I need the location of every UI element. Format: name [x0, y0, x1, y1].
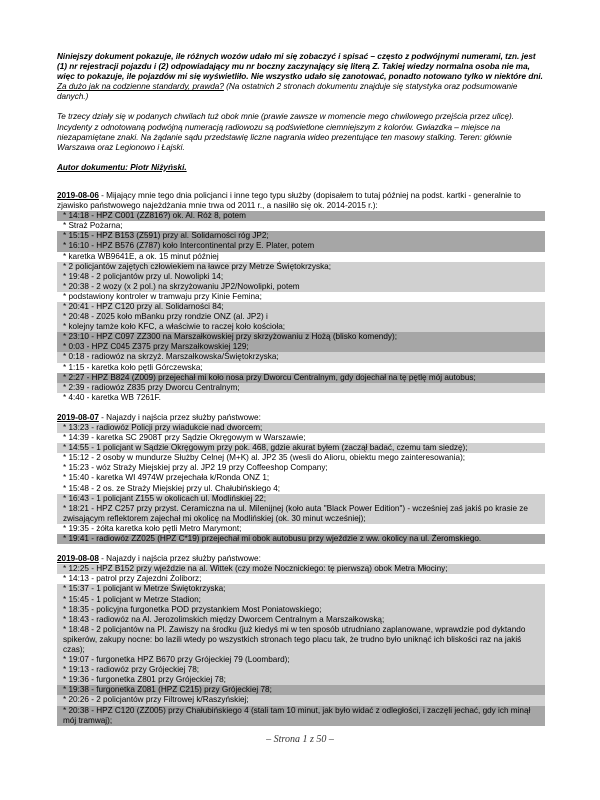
log-entry: * 2:39 - radiowóz Z835 przy Dworcu Centralnym;: [57, 383, 545, 393]
log-entry: * 16:43 - 1 policjant Z155 w okolicach ul. Modlińskiej 22;: [57, 494, 545, 504]
log-entry: * 15:40 - karetka WI 4974W przejechała k/Ronda ONZ 1;: [63, 473, 270, 483]
section-header: [57, 191, 545, 211]
log-entry: * 15:12 - 2 osoby w mundurze Służby Celnej (M+K) al. JP2 35 (wesli do Alioru, obiektu mego zainteresowania);: [63, 453, 466, 463]
section-description: - Najazdy i najścia przez służby państwowe:: [98, 412, 261, 422]
log-entry: * 15:48 - 2 os. ze Straży Miejskiej przy ul. Chałubińskiego 4;: [63, 483, 281, 493]
page-number: – Strona 1 z 50 –: [266, 734, 334, 745]
spacer: [57, 153, 545, 163]
log-entry: * 20:38 - HPZ C120 (ZZ005) przy Chałubińskiego 4 (stali tam 10 minut, jak było widać z odległości, i zaczęli jechać, gdy ich minął mój tramwaj);: [57, 706, 545, 726]
log-entry: * 15:23 - wóz Straży Miejskiej przy al. JP2 19 przy Coffeeshop Company;: [63, 463, 328, 473]
log-entry: * 19:35 - żółta karetka koło pętli Metro Marymont;: [63, 523, 242, 533]
log-entry: * 18:48 - 2 policjantów na Pl. Zawiszy na środku (już kiedyś mi w ten sposób utrudniano zaplanowane, wprawdzie pod dyktando spikerów, zakupy nocne: bo lazili wtedy po wszystkich stronach tego placu tak, że trudno było uniknąć ich bliskości raz na jakiś czas);: [57, 625, 545, 655]
spacer: [57, 173, 545, 191]
log-entry: * 19:48 - 2 policjantów przy ul. Nowolipki 14;: [57, 272, 545, 282]
log-entry: * 18:43 - radiowóz na Al. Jerozolimskich między Dworcem Centralnym a Marszałkowską;: [57, 615, 545, 625]
intro-paragraph-1: [57, 52, 545, 102]
log-entry: * podstawiony kontroler w tramwaju przy Kinie Femina;: [63, 291, 262, 301]
log-entry: * 18:21 - HPZ C257 przy przyst. Ceramiczna na ul. Milenijnej (koło auta "Black Power Edition") - wcześniej zaś jakiś po krasie ze zwisającym reflektorem zajechał mi okolicę na Modlińskiej (ok. 30 minut wcześniej);: [57, 504, 545, 524]
log-entry: * 20:38 - 2 wozy (x 2 pol.) na skrzyżowaniu JP2/Nowolipki, potem: [57, 282, 545, 292]
log-entry: * 0:03 - HPZ C045 Z375 przy Marszałkowskiej 129;: [57, 342, 545, 352]
log-entry: * 2 policjantów zajętych człowiekiem na ławce przy Metrze Świętokrzyska;: [57, 262, 545, 272]
log-sections: [57, 191, 545, 726]
log-entry: * 23:10 - HPZ C097 ZZ300 na Marszałkowskiej przy skrzyżowaniu z Hożą (blisko komendy);: [57, 332, 545, 342]
section-date: 2019-08-08: [57, 554, 99, 564]
spacer: [57, 102, 545, 112]
section-header: [57, 554, 545, 564]
log-entry: * 19:07 - furgonetka HPZ B670 przy Grójeckiej 79 (Loombard);: [57, 655, 545, 665]
log-entry: * 19:38 - furgonetka Z081 (HPZ C215) przy Grójeckiej 78;: [57, 685, 545, 695]
log-entry: * 4:40 - karetka WB 7261F.: [63, 392, 161, 402]
intro: [57, 52, 545, 173]
section-description: - Najazdy i najścia przez służby państwowe:: [98, 554, 261, 564]
intro-paragraph-2: Te trzecy działy się w podanych chwilach tuż obok mnie (prawie zawsze w momencie mego chwilowego przejścia przez ulicę). Incydenty z odnotowaną podwójną numeracją radiowozu są podświetlone ciemniejszym z kolorów. Gwiazdka – miejsce na niezapamiętane znaki. Na żądanie sądu przedstawię liczne nagrania wideo prezentujące ten masowy stalking. Teren: głównie Warszawa oraz Legionowo i Łajski.: [57, 112, 515, 152]
log-entry: * kolejny tamże koło KFC, a właściwie to raczej koło kościoła;: [57, 322, 545, 332]
log-entry: * 14:13 - patrol przy Zajezdni Żoliborz;: [63, 574, 202, 584]
log-entry: * 20:41 - HPZ C120 przy al. Solidarności 84;: [57, 302, 545, 312]
log-entry: * 12:25 - HPZ B152 przy wjeździe na al. Wittek (czy może Nocznickiego: tę pierwszą) obok Metra Młociny;: [57, 564, 545, 574]
section-date: 2019-08-07: [57, 412, 99, 422]
log-entry: * 14:55 - 1 policjant w Sądzie Okręgowym przy pok. 468, gdzie akurat byłem (zaczął badać, czemu tam siedzę);: [57, 443, 545, 453]
document-body: [57, 52, 545, 726]
log-entry: * 13:23 - radiowóz Policji przy wiadukcie nad dworcem;: [57, 423, 545, 433]
section-description: - Mijający mnie tego dnia policjanci i inne tego typu służby (dopisałem to tutaj później na podst. kartki - generalnie to zjawisko państwowego najeżdżania mnie trwa od 2011 r., a nasiliło się ok. 2014-2015 r.):: [57, 190, 521, 211]
log-entry: * 1:15 - karetka koło pętli Górczewska;: [63, 362, 203, 372]
log-section: [57, 413, 545, 544]
log-section: [57, 554, 545, 726]
section-date: 2019-08-06: [57, 190, 99, 200]
log-entry: * 19:36 - furgonetka Z801 przy Grójeckiej 78;: [57, 675, 545, 685]
log-entry: * 15:15 - HPZ B153 (Z591) przy al. Solidarności róg JP2;: [57, 231, 545, 241]
log-entry: * 14:18 - HPZ C001 (ZZ816?) ok. Al. Róż 8, potem: [57, 211, 545, 221]
log-entry: * karetka WB9641E, a ok. 15 minut później: [63, 251, 219, 261]
intro-bold-text: Niniejszy dokument pokazuje, ile różnych wozów udało mi się zobaczyć i spisać – często z podwójnymi numerami, tzn. jest (1) nr rejestracji pojazdu i (2) odpowiadający mu nr boczny zaczynający się literą Z. Takiej wiedzy normalna osoba nie ma, więc to pokazuje, ile pojazdów mi się wyświetliło. Nie wszystko udało się zanotować, ponadto notowano tylko w niektóre dni.: [57, 52, 543, 82]
section-header: [57, 413, 545, 423]
log-entry: * 14:39 - karetka SC 2908T przy Sądzie Okręgowym w Warszawie;: [63, 433, 306, 443]
author-line: Autor dokumentu: Piotr Niżyński.: [57, 162, 187, 172]
log-entry: * Straż Pożarna;: [63, 221, 123, 231]
log-entry: * 18:35 - policyjna furgonetka POD przystankiem Most Poniatowskiego;: [57, 605, 545, 615]
log-entry: * 19:41 - radiowóz ZZ025 (HPZ C*19) przejechał mi obok autobusu przy wjeździe z ww. okolicy na ul. Żeromskiego.: [57, 534, 545, 544]
log-entry: * 19:13 - radiowóz przy Grójeckiej 78;: [57, 665, 545, 675]
log-entry: * 0:18 - radiowóz na skrzyż. Marszałkowska/Świętokrzyska;: [57, 352, 545, 362]
intro-question-link: Za dużo jak na codzienne standardy, prawda?: [57, 82, 224, 92]
log-entry: * 20:26 - 2 policjantów przy Filtrowej k/Raszyńskiej;: [57, 695, 545, 705]
log-entry: * 15:37 - 1 policjant w Metrze Świętokrzyska;: [57, 584, 545, 594]
log-entry: * 2:27 - HPZ B824 (Z009) przejechał mi koło nosa przy Dworcu Centralnym, gdy dojechał na tę pętlę mój autobus;: [57, 373, 545, 383]
log-entry: * 20:48 - Z025 koło mBanku przy rondzie ONZ (al. JP2) i: [57, 312, 545, 322]
log-entry: * 15:45 - 1 policjant w Metrze Stadion;: [57, 595, 545, 605]
log-entry: * 16:10 - HPZ B576 (Z787) koło Intercontinental przy E. Plater, potem: [57, 241, 545, 251]
log-section: [57, 191, 545, 403]
intro-note: (Na ostatnich 2 stronach dokumentu znajduje się statystyka oraz podsumowanie danych.): [57, 82, 518, 102]
